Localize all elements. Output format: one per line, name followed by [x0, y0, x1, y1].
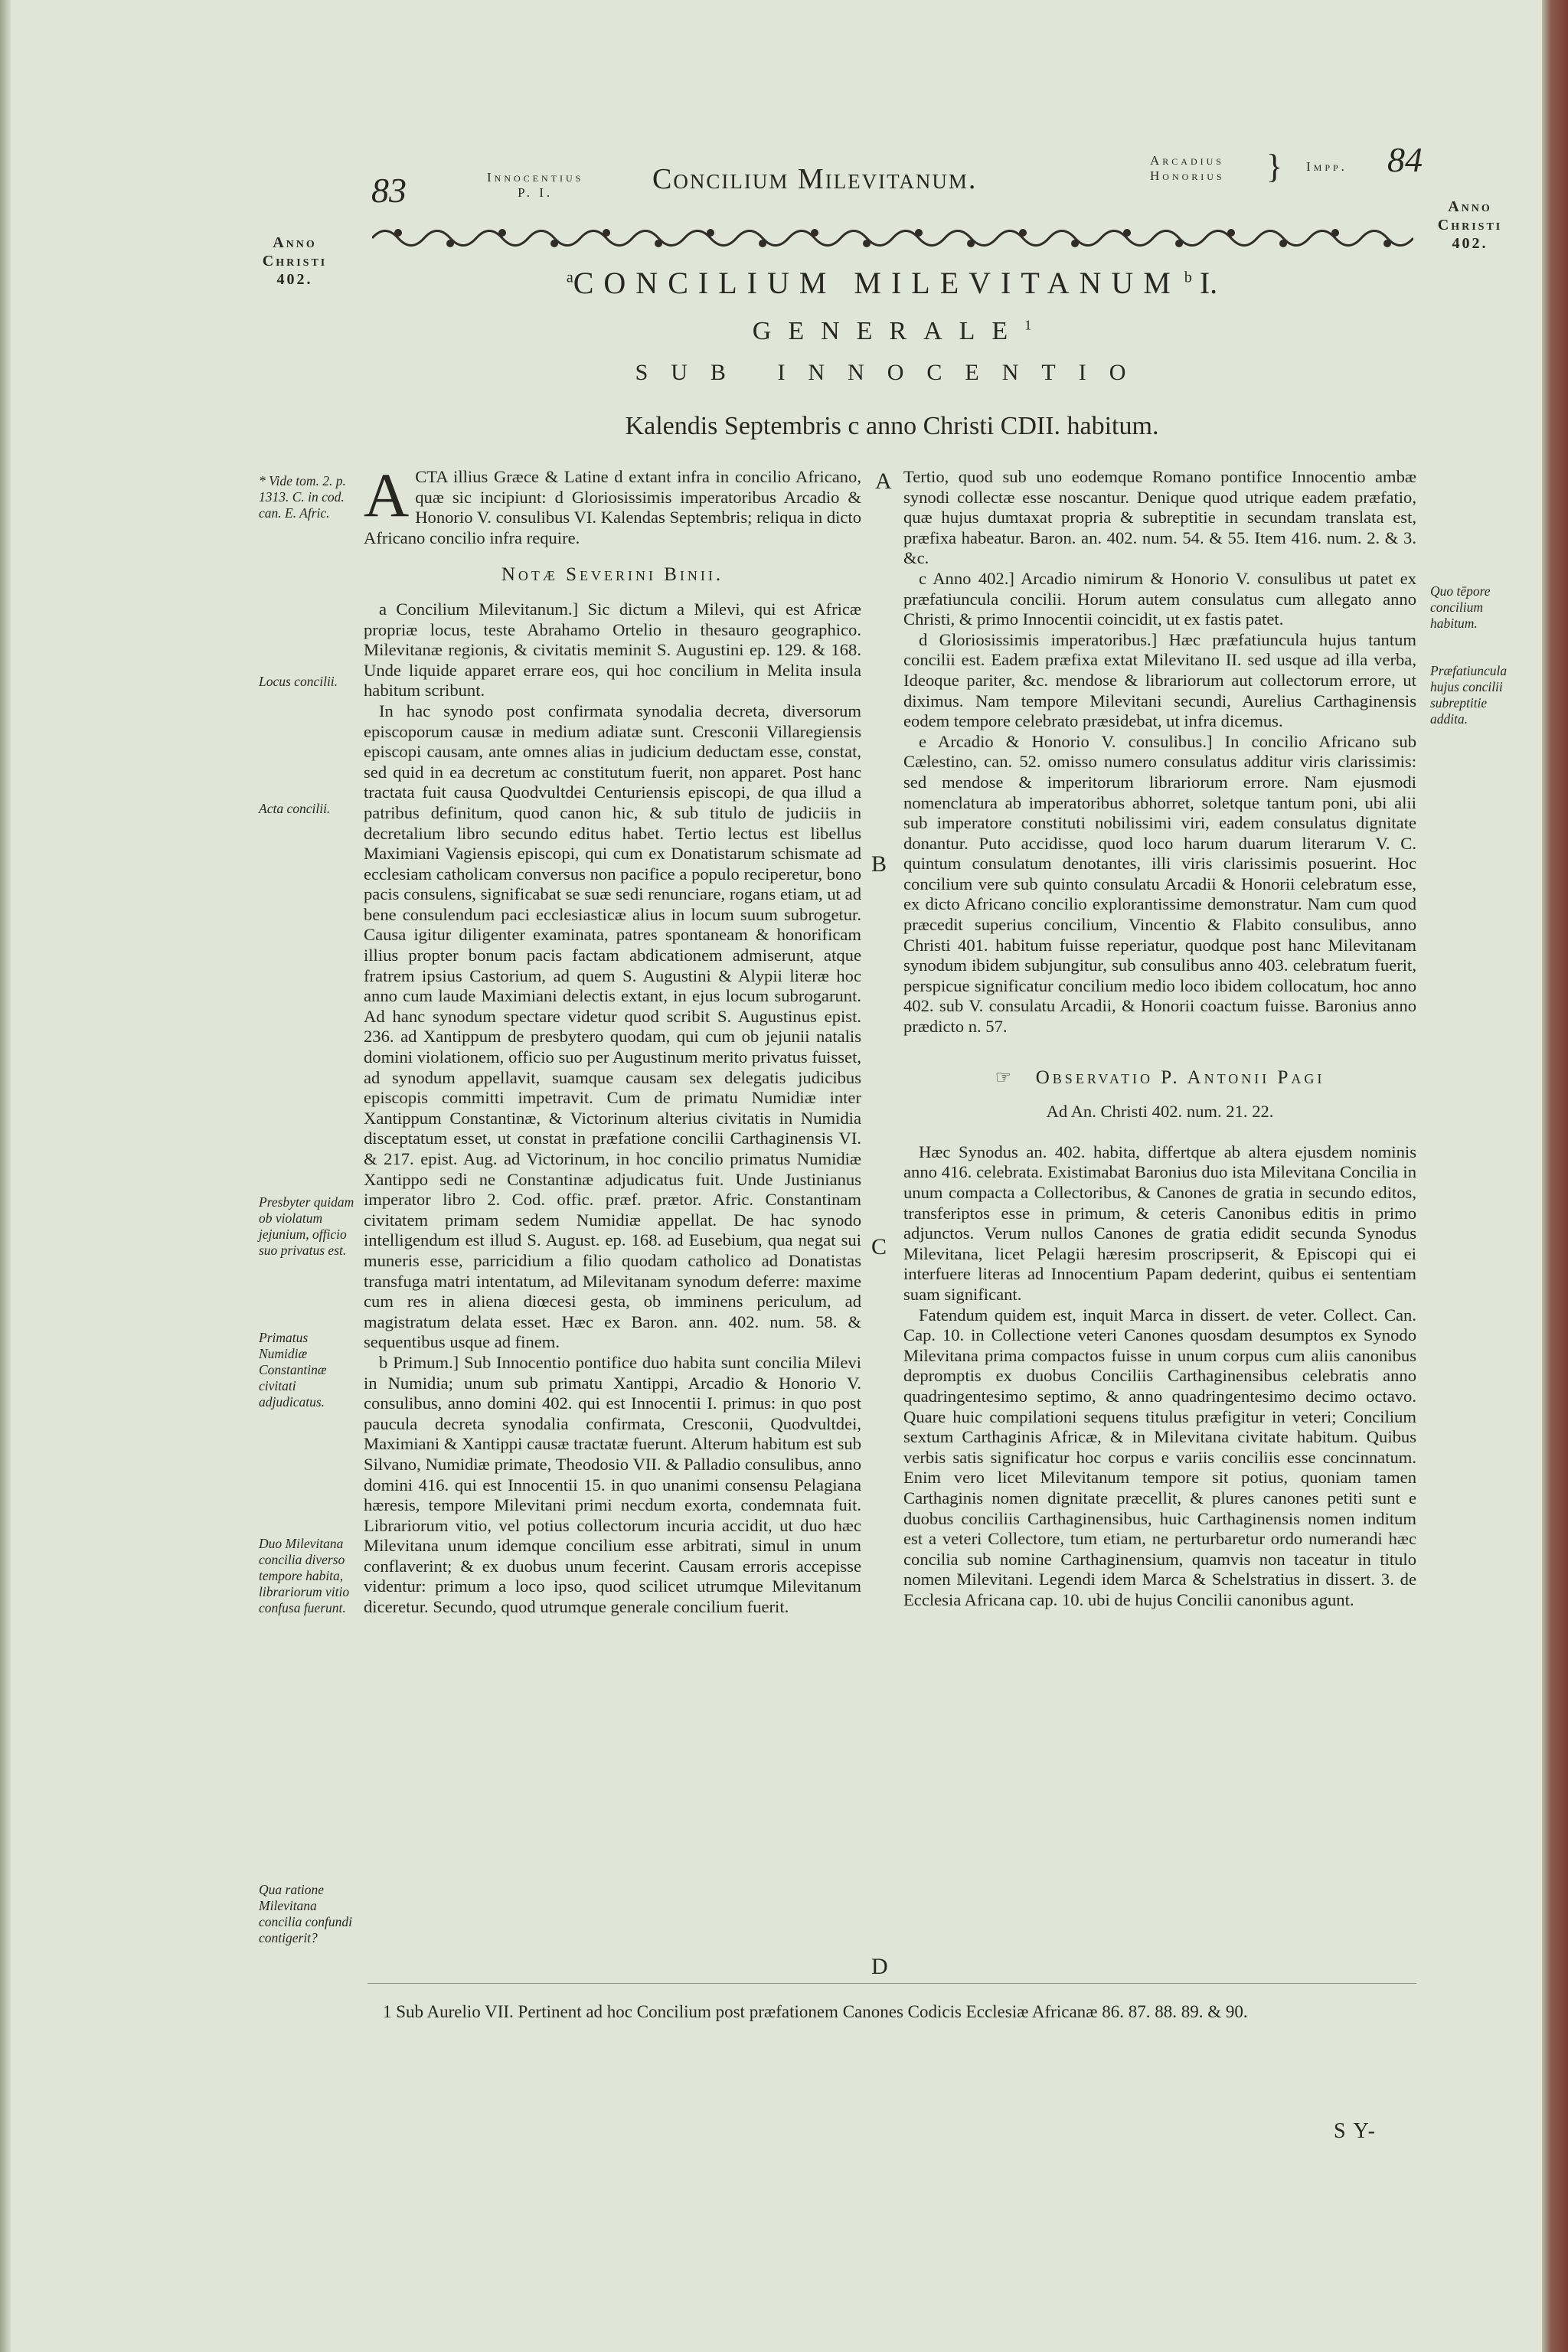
margin-year-left-number: 402.: [276, 271, 313, 288]
title-note-b: b: [1180, 269, 1192, 286]
column-letter-a: A: [875, 469, 892, 494]
observatio-heading-row: [903, 1068, 1416, 1089]
margin-year-left: [260, 234, 329, 289]
column-letter-d: D: [871, 1954, 888, 1979]
title-footnote-ref: 1: [1024, 317, 1032, 333]
title-roman-one: I.: [1191, 266, 1218, 300]
note-paragraph: In hac synodo post confirmata synodalia decreta, diversorum episcoporum causæ in medium adiatæ sunt. Cresconii Villaregiensis episcopi causam, ante omnes alias in judicium deductam esse, constat, sed quid in ea decretum ac constitutum fuerit, non apparet. Post hanc tractata fuit causa Quodvultdei Centuriensis episcopi, de qua illud a patribus definitum, quod canon hic, & sub titulo de judiciis in decretalium libro secundo editus habet. Tertio lectus est libellus Maximiani Vagiensis episcopi, qui cum ex Donatistarum schismate ad ecclesiam catholicam conversus non pacifice a populo reciperetur, bono pacis consulens, significabat se suæ sedi renunciare, rogans etiam, ut ad bene consulendum paci ecclesiasticæ alius in locum suum subrogetur. Causa igitur diligenter examinata, patres spontaneam & honorificam illius propter bonum pacis factam abdicationem admiserunt, atque fratrem ipsius Castorium, ad quem S. Augustini & Alypii literæ hoc anno cum laude Maximiani delectis extant, in ejus locum subrogarunt. Ad hanc synodum spectare videtur quod scribit S. Augustinus epist. 236. ad Xantippum de presbytero quodam, qui cum ob jejunii natalis domini violationem, officio suo per Augustinum merito privatus fuisset, ad synodum appellavit, suamque causam sex delegatis judicibus episcopis committi impetravit. Cum de primatu Numidiæ inter Xantippum Constantinæ, & Victorinum alterius civitatis in Numidia disceptatum esset, ut constat in præfatione concilii Carthaginensis VI. & 217. epist. Aug. ad Victorinum, in hoc concilio primatus Numidiæ Xantippo sedi ne Constantinæ adjudicatus fuit. Unde Justinianus imperator libro 2. Cod. offic. præf. prætor. Afric. Constantinam civitatem primam sedem Numidiæ appellat. De hac synodo intelligendum est illud S. August. ep. 168. ad Eusebium, qua negat sui muneris esse, parricidium a filio quodam catholico ad Donatistas transfuga matri intentatum, ad Milevitanam synodum deferre: maxime cum res in aliena diœcesi gesta, ob imminens periculum, ad magistratum delata esset. Hæc ex Baron. ann. 402. num. 58. & sequentibus usque ad finem.: [364, 701, 861, 1352]
header-emperor-1: Arcadius: [1150, 153, 1224, 168]
running-title: Concilium Milevitanum.: [652, 163, 978, 195]
page-number-left: 83: [371, 171, 407, 210]
header-pope-name: Innocentius: [487, 170, 584, 185]
observatio-paragraph: Hæc Synodus an. 402. habita, differtque ab altera ejusdem nominis anno 416. celebrata. Existimabat Baronius duo ista Milevitana Concilia in unum compacta a Collectoribus, & Canones de gratia in secundo editos, transferiptos esse in primum, & ceteris Canonibus editis in primo adjunctos. Verum nullos Canones de gratia edidit secunda Synodus Milevitana, licet Pelagii hæresim proscripserit, & Episcopi qui ei interfuere literas ad Innocentium Papam dederint, quibus ei sententiam suam significant.: [903, 1142, 1416, 1304]
footnote-rule: [368, 1983, 1416, 1984]
note-paragraph: c Anno 402.] Arcadio nimirum & Honorio V. consulibus ut patet ex præfatiuncula concilii. Horum autem consulatus cum allegato anno Christi, & primo Innocentii coincidit, ut ex fastis patet.: [903, 568, 1416, 629]
title-main: CONCILIUM MILEVITANUM: [573, 266, 1181, 300]
page-gutter-edge: [0, 0, 11, 2352]
margin-year-left-christi: Christi: [262, 253, 328, 270]
column-letter-c: C: [871, 1234, 887, 1259]
margin-note-left: Presbyter quidam ob violatum jejunium, officio suo privatus est.: [259, 1194, 354, 1258]
note-paragraph: e Arcadio & Honorio V. consulibus.] In concilio Africano sub Cælestino, can. 52. omisso numero consulatus additur viris clarissimis: sed mendose & imperitorum librariorum errore. Nam ejusmodi nomenclatura ab imperatoribus abhorret, soletque tantum poni, ubi alii sub imperatore constituti nobilissimi viri, eadem consulatus dignitate donantur. Puto accidisse, quod loco harum duarum literarum V. C. quintum consulatum denotantes, illi viris clarissimis posuerint. Hoc concilium vere sub quinto consulatu Arcadii & Honorii celebratum esse, ex dicto Africano concilio explorantissime demonstratur. Nam cum quod præcedit superius concilium, Vincentio & Flabito consulibus, anno Christi 401. habitum fuisse reperiatur, quodque post hanc Milevitanam synodum ibidem subjungitur, sub consulibus anno 403. celebratum fuerit, perspicue significatur concilium medio loco ibidem collocatum, hoc anno 402. sub V. consulatu Arcadii, & Honorii coactum fuisse. Baronius anno prædicto n. 57.: [903, 731, 1416, 1037]
title-line-1: [360, 265, 1424, 301]
page-number-right: 84: [1387, 140, 1423, 179]
header-pope: [487, 170, 583, 201]
margin-year-right-christi: Christi: [1437, 217, 1503, 234]
intro-paragraph: [364, 460, 861, 548]
margin-year-left-word: Anno: [273, 234, 317, 251]
margin-note-left: Qua ratione Milevitana concilia confundi contigerit?: [259, 1882, 352, 1945]
title-line-3: SUB INNOCENTIO: [635, 360, 1149, 385]
margin-note-left: Duo Milevitana concilia diverso tempore habita, librariorum vitio confusa fuerunt.: [259, 1536, 350, 1615]
header-emperors-suffix: Impp.: [1306, 159, 1348, 174]
margin-year-right-word: Anno: [1448, 198, 1492, 215]
header-pope-number: P. I.: [518, 185, 554, 200]
ornamental-headpiece: [372, 222, 1413, 254]
margin-note-left: Acta concilii.: [259, 801, 331, 816]
title-line-4: Kalendis Septembris c anno Christi CDII. habitum.: [625, 412, 1159, 440]
margin-year-right: [1432, 198, 1508, 253]
note-paragraph: b Primum.] Sub Innocentio pontifice duo habita sunt concilia Milevi in Numidia; unum sub primatu Xantippi, Arcadio & Honorio V. consulibus, anno domini 402. qui est Innocentii I. primus: in quo post paucula decreta synodalia confirmata, Cresconii, Quodvultdei, Maximiani & Xantippi causæ tractatæ fuerunt. Alterum habitum est sub Silvano, Numidiæ primate, Theodosio VII. & Palladio consulibus, anno domini 416. qui est Innocentii 15. in quo unanimi consensu Pelagiana hæresis, tempore Milevitani primi necdum exorta, condemnata fuit. Librariorum vitio, vel potius collectorum incuria accidit, ut duo hæc Milevitana unum idemque concilium esse arbitrati, simul in unum conflaverint; & ex duobus unum fecerint. Causam erroris accepisse videntur: primum a loco ipso, quod scilicet utrumque Milevitanum diceretur. Secundo, quod utrumque generale concilium fuerit.: [364, 1352, 861, 1617]
margin-note-right: Præfatiuncula hujus concilii subreptitie addita.: [1430, 663, 1508, 727]
title-line-2: [360, 317, 1424, 346]
catchword: S Y-: [1334, 2119, 1377, 2143]
left-column: [364, 460, 861, 1618]
right-column: [903, 467, 1416, 1610]
margin-note-left: Locus concilii.: [259, 674, 338, 689]
pointing-hand-icon: ☞: [995, 1067, 1012, 1088]
margin-note-left: Primatus Numidiæ Constantinæ civitati adjudicatus.: [259, 1330, 327, 1410]
margin-year-right-number: 402.: [1452, 235, 1488, 252]
margin-note-right: Quo tēpore concilium habitum.: [1430, 583, 1491, 631]
header-emperor-2: Honorius: [1150, 168, 1225, 183]
note-paragraph: a Concilium Milevitanum.] Sic dictum a Milevi, qui est Africæ propriæ locus, teste Abrahamo Ortelio in thesauro geographico. Milevitanæ regionis, & civitatis meminit S. Augustini ep. 129. & 168. Unde liquide apparet errare eos, qui hoc concilium in Melita insula habitum scribunt.: [364, 599, 861, 701]
margin-note-left: * Vide tom. 2. p. 1313. C. in cod. can. E. Afric.: [259, 473, 346, 521]
header-emperors: [1150, 153, 1225, 184]
note-paragraph: Tertio, quod sub uno eodemque Romano pontifice Innocentio ambæ synodi collectæ esse noscantur. Denique quod utrique eadem præfatio, quæ hujus dumtaxat propria & subreptitie in secundam translata est, præfixa habeatur. Baron. an. 402. num. 54. & 55. Item 416. num. 2. & 3. &c.: [903, 467, 1416, 568]
note-paragraph: d Gloriosissimis imperatoribus.] Hæc præfatiuncula hujus tantum concilii est. Eadem præfixa extat Milevitano II. sed usque ad illa verba, Ideoque pariter, &c. mendose & librariorum aut collectorum errore, ut diximus. Nam tempore Milevitani secundi, Aurelius Carthaginensis eodem tempore celebrato præsidebat, ut infra dicemus.: [903, 629, 1416, 731]
title-generale: GENERALE: [752, 317, 1025, 345]
title-note-a: a: [566, 269, 573, 286]
footnote: 1 Sub Aurelio VII. Pertinent ad hoc Concilium post præfationem Canones Codicis Ecclesiæ Africanæ 86. 87. 88. 89. & 90.: [383, 2002, 1248, 2021]
observatio-paragraph: Fatendum quidem est, inquit Marca in dissert. de veter. Collect. Can. Cap. 10. in Collectione veteri Canones quosdam desumptos ex Synodo Milevitana prima compactos fuisse in unum corpus cum aliis canonibus depromptis ex duobus Conciliis Carthaginensibus celebratis anno quadringentesimo septimo, & anno quadringentesimo decimo octavo. Quare huic compilationi sequens titulus præfigitur in veteri; Concilium sextum Carthaginis Africæ, & in Milevitana civitate habitum. Quibus verbis satis significatur hoc corpus e variis conciliis esse concinnatum. Enim vero licet Milevitanum tempore sit potius, quoniam tamen Carthaginis nomen dignitate præcellit, & plures canones petiti sunt e duobus conciliis Carthaginensibus, huic Carthaginensis nomen inditum est a veteri Collectore, tum etiam, ne perturbaretur ordo numerandi hæc concilia sub nomine Carthaginensium, quamvis non taceatur in titulo nomen Milevitani. Legendi idem Marca & Schelstratius in dissert. 3. de Ecclesia Africana cap. 10. ubi de hujus Concilii canonibus agunt.: [903, 1305, 1416, 1609]
dropcap-letter: A: [364, 460, 410, 530]
observatio-subheading: Ad An. Christi 402. num. 21. 22.: [1046, 1102, 1274, 1122]
column-letter-b: B: [871, 851, 887, 877]
observatio-heading: Observatio P. Antonii Pagi: [1035, 1067, 1325, 1088]
intro-text: CTA illius Græce & Latine d extant infra in concilio Africano, quæ sic incipiunt: d Gloriosissimis imperatoribus Arcadio & Honorio V. consulibus VI. Kalendas Septembris; reliqua in dicto Africano concilio infra require.: [364, 467, 861, 547]
brace-glyph: }: [1266, 148, 1283, 185]
book-spine: [1542, 0, 1568, 2352]
notes-heading: Notæ Severini Binii.: [501, 564, 724, 586]
